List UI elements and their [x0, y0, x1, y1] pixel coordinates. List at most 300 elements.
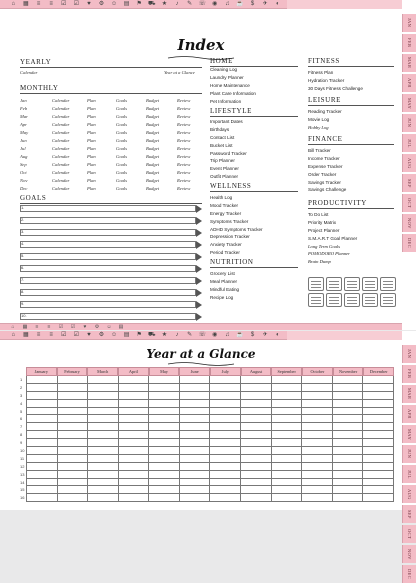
goal-row[interactable]	[20, 216, 202, 226]
day-cell[interactable]	[179, 447, 210, 455]
day-cell[interactable]	[240, 408, 271, 416]
day-cell[interactable]	[148, 486, 179, 494]
month-budget-link[interactable]: Budget	[146, 129, 160, 135]
day-cell[interactable]	[362, 471, 394, 479]
day-cell[interactable]	[179, 408, 210, 416]
tab-jul[interactable]	[402, 134, 416, 152]
month-calendar-link[interactable]: Calendar	[52, 161, 70, 167]
month-plan-link[interactable]: Plan	[87, 137, 96, 143]
pill-icon[interactable]: ◐	[275, 0, 280, 7]
month-goals-link[interactable]: Goals	[116, 177, 127, 183]
day-cell[interactable]	[209, 408, 240, 416]
day-cell[interactable]	[362, 463, 394, 471]
index-link[interactable]: Expense Tracker	[308, 163, 343, 169]
month-goals-link[interactable]: Goals	[116, 113, 127, 119]
month-review-link[interactable]: Review	[177, 97, 191, 103]
music-icon[interactable]: ♫	[225, 0, 230, 7]
checkbox-icon[interactable]: ☑	[60, 331, 67, 338]
day-cell[interactable]	[87, 392, 118, 400]
day-cell[interactable]	[179, 431, 210, 439]
day-cell[interactable]	[87, 415, 118, 423]
month-budget-link[interactable]: Budget	[146, 97, 160, 103]
day-cell[interactable]	[240, 439, 271, 447]
month-budget-link[interactable]: Budget	[146, 177, 160, 183]
day-cell[interactable]	[209, 447, 240, 455]
month-budget-link[interactable]: Budget	[146, 169, 160, 175]
index-link[interactable]: Savings Tracker	[308, 179, 341, 185]
day-cell[interactable]	[271, 415, 302, 423]
day-cell[interactable]	[87, 408, 118, 416]
index-link[interactable]: Anxiety Tracker	[210, 242, 242, 248]
day-cell[interactable]	[87, 400, 118, 408]
day-cell[interactable]	[332, 408, 363, 416]
arrow-right-icon[interactable]	[196, 301, 202, 309]
day-cell[interactable]	[209, 376, 240, 384]
index-link[interactable]: Plant Care Information	[210, 90, 256, 96]
month-budget-link[interactable]: Budget	[146, 153, 160, 159]
day-cell[interactable]	[209, 392, 240, 400]
day-cell[interactable]	[179, 471, 210, 479]
month-plan-link[interactable]: Plan	[87, 105, 96, 111]
day-cell[interactable]	[240, 447, 271, 455]
day-cell[interactable]	[332, 439, 363, 447]
list-icon[interactable]: ≡	[47, 323, 51, 330]
day-cell[interactable]	[87, 423, 118, 431]
day-cell[interactable]	[209, 400, 240, 408]
month-budget-link[interactable]: Budget	[146, 137, 160, 143]
heart-icon[interactable]: ♥	[83, 323, 87, 330]
month-review-link[interactable]: Review	[177, 153, 191, 159]
day-cell[interactable]	[118, 392, 149, 400]
index-link[interactable]: POMODORO Planner	[308, 251, 350, 257]
day-cell[interactable]	[148, 439, 179, 447]
day-cell[interactable]	[362, 376, 394, 384]
day-cell[interactable]	[87, 384, 118, 392]
list-icon[interactable]: ≡	[35, 323, 39, 330]
day-cell[interactable]	[301, 415, 332, 423]
index-link[interactable]: Outfit Planner	[210, 174, 239, 180]
month-goals-link[interactable]: Goals	[116, 153, 127, 159]
index-link[interactable]: Depression Tracker	[210, 234, 250, 240]
plane-icon[interactable]: ✈	[262, 331, 268, 338]
day-cell[interactable]	[179, 400, 210, 408]
day-cell[interactable]	[332, 486, 363, 494]
yearly-calendar-link[interactable]: Calendar	[20, 70, 38, 75]
tab-aug[interactable]	[402, 154, 416, 172]
bell-icon[interactable]: ♪	[175, 0, 179, 7]
arrow-right-icon[interactable]	[196, 253, 202, 261]
month-goals-link[interactable]: Goals	[116, 105, 127, 111]
day-cell[interactable]	[148, 408, 179, 416]
day-cell[interactable]	[148, 400, 179, 408]
day-cell[interactable]	[301, 439, 332, 447]
index-link[interactable]: Home Maintenance	[210, 82, 250, 88]
day-cell[interactable]	[148, 384, 179, 392]
day-cell[interactable]	[57, 486, 88, 494]
index-link[interactable]: Priority Matrix	[308, 219, 337, 225]
tab-oct[interactable]	[402, 194, 416, 212]
month-calendar-link[interactable]: Calendar	[52, 169, 70, 175]
day-cell[interactable]	[240, 471, 271, 479]
day-cell[interactable]	[57, 415, 88, 423]
arrow-right-icon[interactable]	[196, 289, 202, 297]
day-cell[interactable]	[179, 486, 210, 494]
index-link[interactable]: Savings Challenge	[308, 187, 347, 193]
day-cell[interactable]	[332, 392, 363, 400]
money-icon[interactable]: $	[250, 0, 255, 7]
day-cell[interactable]	[301, 400, 332, 408]
day-cell[interactable]	[209, 431, 240, 439]
day-cell[interactable]	[148, 455, 179, 463]
day-cell[interactable]	[26, 384, 57, 392]
day-cell[interactable]	[271, 463, 302, 471]
day-cell[interactable]	[26, 408, 57, 416]
index-link[interactable]: Energy Tracker	[210, 210, 242, 216]
day-cell[interactable]	[209, 415, 240, 423]
day-cell[interactable]	[362, 494, 394, 502]
month-calendar-link[interactable]: Calendar	[52, 177, 70, 183]
day-cell[interactable]	[118, 447, 149, 455]
day-cell[interactable]	[332, 423, 363, 431]
phone-icon[interactable]: ☏	[198, 331, 206, 338]
tab-may[interactable]	[402, 425, 416, 443]
day-cell[interactable]	[26, 486, 57, 494]
star-icon[interactable]: ★	[161, 331, 168, 338]
month-goals-link[interactable]: Goals	[116, 129, 127, 135]
tab-aug[interactable]	[402, 485, 416, 503]
month-calendar-link[interactable]: Calendar	[52, 105, 70, 111]
arrow-right-icon[interactable]	[196, 241, 202, 249]
month-budget-link[interactable]: Budget	[146, 121, 160, 127]
day-cell[interactable]	[118, 408, 149, 416]
month-calendar-link[interactable]: Calendar	[52, 97, 70, 103]
index-link[interactable]: Hydration Tracker	[308, 77, 345, 83]
month-calendar-link[interactable]: Calendar	[52, 129, 70, 135]
index-link[interactable]: Birthdays	[210, 126, 230, 132]
day-cell[interactable]	[362, 400, 394, 408]
day-cell[interactable]	[118, 384, 149, 392]
day-cell[interactable]	[57, 392, 88, 400]
day-cell[interactable]	[271, 376, 302, 384]
day-cell[interactable]	[301, 486, 332, 494]
month-calendar-link[interactable]: Calendar	[52, 113, 70, 119]
day-cell[interactable]	[332, 447, 363, 455]
goal-field[interactable]	[20, 253, 196, 260]
month-calendar-link[interactable]: Calendar	[52, 145, 70, 151]
day-cell[interactable]	[118, 463, 149, 471]
month-goals-link[interactable]: Goals	[116, 169, 127, 175]
tab-mar[interactable]	[402, 54, 416, 72]
day-cell[interactable]	[271, 408, 302, 416]
day-cell[interactable]	[148, 376, 179, 384]
month-plan-link[interactable]: Plan	[87, 97, 96, 103]
arrow-right-icon[interactable]	[196, 217, 202, 225]
day-cell[interactable]	[26, 463, 57, 471]
day-cell[interactable]	[332, 376, 363, 384]
day-cell[interactable]	[179, 463, 210, 471]
day-cell[interactable]	[57, 423, 88, 431]
book-icon[interactable]: ▤	[118, 323, 124, 330]
day-cell[interactable]	[209, 423, 240, 431]
goal-field[interactable]	[20, 289, 196, 296]
month-plan-link[interactable]: Plan	[87, 169, 96, 175]
day-cell[interactable]	[57, 471, 88, 479]
home-icon[interactable]: ⌂	[11, 331, 16, 338]
template-thumbnail[interactable]	[362, 293, 378, 307]
day-cell[interactable]	[271, 479, 302, 487]
month-calendar-link[interactable]: Calendar	[52, 121, 70, 127]
index-link[interactable]: Meal Planner	[210, 278, 238, 284]
day-cell[interactable]	[209, 455, 240, 463]
month-budget-link[interactable]: Budget	[146, 185, 160, 191]
index-link[interactable]: Trip Planner	[210, 158, 235, 164]
index-link[interactable]: Fitness Plan	[308, 70, 334, 75]
day-cell[interactable]	[362, 408, 394, 416]
index-link[interactable]: Password Tracker	[210, 150, 247, 156]
day-cell[interactable]	[362, 423, 394, 431]
day-cell[interactable]	[271, 431, 302, 439]
music-icon[interactable]: ♫	[225, 331, 230, 338]
index-link[interactable]: Laundry Planner	[210, 74, 244, 80]
home-icon[interactable]: ⌂	[11, 0, 16, 7]
day-cell[interactable]	[26, 479, 57, 487]
month-review-link[interactable]: Review	[177, 121, 191, 127]
calendar-icon[interactable]: ▦	[23, 0, 29, 7]
index-link[interactable]: Health Log	[210, 195, 233, 200]
tab-feb[interactable]	[402, 365, 416, 383]
day-cell[interactable]	[179, 455, 210, 463]
list-icon[interactable]: ≡	[49, 331, 53, 338]
day-cell[interactable]	[301, 479, 332, 487]
note-icon[interactable]: ✎	[187, 0, 193, 7]
index-link[interactable]: Movie Log	[308, 116, 330, 122]
index-link[interactable]: Brain Dump	[308, 259, 331, 265]
flag-icon[interactable]: ⚑	[136, 0, 142, 7]
day-cell[interactable]	[362, 486, 394, 494]
day-cell[interactable]	[179, 423, 210, 431]
tab-sep[interactable]	[402, 505, 416, 523]
tab-nov[interactable]	[402, 545, 416, 563]
index-link[interactable]: Pet Information	[210, 98, 242, 104]
day-cell[interactable]	[118, 439, 149, 447]
tab-apr[interactable]	[402, 405, 416, 423]
day-cell[interactable]	[332, 400, 363, 408]
tab-apr[interactable]	[402, 74, 416, 92]
day-cell[interactable]	[118, 486, 149, 494]
arrow-right-icon[interactable]	[196, 229, 202, 237]
calendar-icon[interactable]: ▦	[23, 331, 29, 338]
month-goals-link[interactable]: Goals	[116, 137, 127, 143]
month-goals-link[interactable]: Goals	[116, 121, 127, 127]
day-cell[interactable]	[332, 415, 363, 423]
index-link[interactable]: ADHD Symptoms Tracker	[210, 226, 263, 232]
day-cell[interactable]	[209, 479, 240, 487]
day-cell[interactable]	[301, 455, 332, 463]
star-icon[interactable]: ★	[161, 0, 168, 7]
day-cell[interactable]	[57, 463, 88, 471]
tab-oct[interactable]	[402, 525, 416, 543]
day-cell[interactable]	[179, 392, 210, 400]
cup-icon[interactable]: ☕	[236, 331, 244, 338]
template-thumbnail[interactable]	[380, 293, 396, 307]
index-link[interactable]: Important Dates	[210, 119, 243, 124]
month-review-link[interactable]: Review	[177, 185, 191, 191]
tab-nov[interactable]	[402, 214, 416, 232]
day-cell[interactable]	[240, 455, 271, 463]
day-cell[interactable]	[209, 494, 240, 502]
day-cell[interactable]	[148, 463, 179, 471]
index-link[interactable]: Event Planner	[210, 166, 239, 172]
index-link[interactable]: Hobby Log	[308, 124, 329, 130]
book-icon[interactable]: ▤	[123, 0, 130, 7]
goal-row[interactable]	[20, 204, 202, 214]
month-review-link[interactable]: Review	[177, 145, 191, 151]
day-cell[interactable]	[57, 431, 88, 439]
note-icon[interactable]: ✎	[187, 331, 193, 338]
day-cell[interactable]	[26, 423, 57, 431]
day-cell[interactable]	[26, 455, 57, 463]
day-cell[interactable]	[57, 447, 88, 455]
goal-field[interactable]	[20, 229, 196, 236]
day-cell[interactable]	[362, 384, 394, 392]
day-cell[interactable]	[209, 384, 240, 392]
day-cell[interactable]	[362, 439, 394, 447]
goal-row[interactable]	[20, 252, 202, 262]
day-cell[interactable]	[87, 447, 118, 455]
day-cell[interactable]	[148, 392, 179, 400]
index-link[interactable]: 30 Days Fitness Challenge	[308, 85, 363, 91]
day-cell[interactable]	[240, 479, 271, 487]
calendar-icon[interactable]: ▦	[22, 323, 28, 330]
index-link[interactable]: Project Planner	[308, 227, 340, 233]
day-cell[interactable]	[209, 463, 240, 471]
day-cell[interactable]	[148, 494, 179, 502]
list-icon[interactable]: ≡	[49, 0, 53, 7]
camera-icon[interactable]: ◉	[212, 331, 218, 338]
goal-field[interactable]	[20, 205, 196, 212]
day-cell[interactable]	[26, 415, 57, 423]
day-cell[interactable]	[332, 479, 363, 487]
day-cell[interactable]	[118, 400, 149, 408]
index-link[interactable]: Mood Tracker	[210, 202, 239, 208]
day-cell[interactable]	[57, 479, 88, 487]
plane-icon[interactable]: ✈	[262, 0, 268, 7]
day-cell[interactable]	[118, 423, 149, 431]
day-cell[interactable]	[271, 471, 302, 479]
goal-row[interactable]	[20, 300, 202, 310]
month-review-link[interactable]: Review	[177, 177, 191, 183]
index-link[interactable]: Period Tracker	[210, 250, 240, 256]
day-cell[interactable]	[332, 455, 363, 463]
list-icon[interactable]: ≡	[36, 331, 41, 338]
day-cell[interactable]	[179, 384, 210, 392]
day-cell[interactable]	[179, 415, 210, 423]
day-cell[interactable]	[57, 400, 88, 408]
goal-field[interactable]	[20, 241, 196, 248]
goal-field[interactable]	[20, 265, 196, 272]
template-thumbnail[interactable]	[362, 277, 378, 291]
day-cell[interactable]	[240, 415, 271, 423]
day-cell[interactable]	[148, 447, 179, 455]
month-budget-link[interactable]: Budget	[146, 145, 160, 151]
template-thumbnail[interactable]	[344, 293, 360, 307]
tab-mar[interactable]	[402, 385, 416, 403]
index-link[interactable]: Symptoms Tracker	[210, 218, 249, 224]
day-cell[interactable]	[118, 376, 149, 384]
heart-icon[interactable]: ♥	[87, 0, 91, 7]
goal-row[interactable]	[20, 240, 202, 250]
index-link[interactable]: Income Tracker	[308, 155, 340, 161]
day-cell[interactable]	[57, 376, 88, 384]
day-cell[interactable]	[57, 439, 88, 447]
day-cell[interactable]	[87, 479, 118, 487]
day-cell[interactable]	[148, 479, 179, 487]
day-cell[interactable]	[26, 494, 57, 502]
index-link[interactable]: Bill Tracker	[308, 148, 331, 153]
month-goals-link[interactable]: Goals	[116, 97, 127, 103]
cart-icon[interactable]: ⛟	[148, 331, 156, 338]
month-plan-link[interactable]: Plan	[87, 185, 96, 191]
day-cell[interactable]	[332, 471, 363, 479]
goal-row[interactable]	[20, 228, 202, 238]
day-cell[interactable]	[240, 423, 271, 431]
day-cell[interactable]	[87, 471, 118, 479]
goal-field[interactable]	[20, 217, 196, 224]
checkbox-icon[interactable]: ☑	[58, 323, 64, 330]
goal-row[interactable]	[20, 276, 202, 286]
day-cell[interactable]	[118, 415, 149, 423]
month-calendar-link[interactable]: Calendar	[52, 185, 70, 191]
day-cell[interactable]	[271, 447, 302, 455]
flag-icon[interactable]: ⚑	[136, 331, 142, 338]
gear-icon[interactable]: ⚙	[98, 331, 105, 338]
day-cell[interactable]	[57, 494, 88, 502]
tab-sep[interactable]	[402, 174, 416, 192]
month-plan-link[interactable]: Plan	[87, 113, 96, 119]
day-cell[interactable]	[209, 471, 240, 479]
day-cell[interactable]	[362, 447, 394, 455]
day-cell[interactable]	[179, 439, 210, 447]
tab-jan[interactable]	[402, 14, 416, 32]
day-cell[interactable]	[240, 384, 271, 392]
day-cell[interactable]	[362, 455, 394, 463]
day-cell[interactable]	[87, 439, 118, 447]
index-link[interactable]: Reading Tracker	[308, 109, 342, 114]
day-cell[interactable]	[87, 463, 118, 471]
month-plan-link[interactable]: Plan	[87, 177, 96, 183]
day-cell[interactable]	[26, 400, 57, 408]
goal-field[interactable]	[20, 301, 196, 308]
home-icon[interactable]: ⌂	[11, 323, 15, 330]
month-budget-link[interactable]: Budget	[146, 113, 160, 119]
day-cell[interactable]	[26, 431, 57, 439]
day-cell[interactable]	[148, 423, 179, 431]
day-cell[interactable]	[148, 415, 179, 423]
heart-icon[interactable]: ♥	[87, 331, 91, 338]
day-cell[interactable]	[26, 392, 57, 400]
day-cell[interactable]	[240, 494, 271, 502]
day-cell[interactable]	[301, 494, 332, 502]
day-cell[interactable]	[87, 486, 118, 494]
day-cell[interactable]	[332, 384, 363, 392]
tab-feb[interactable]	[402, 34, 416, 52]
day-cell[interactable]	[362, 392, 394, 400]
day-cell[interactable]	[87, 494, 118, 502]
day-cell[interactable]	[362, 431, 394, 439]
month-goals-link[interactable]: Goals	[116, 185, 127, 191]
template-thumbnail[interactable]	[326, 277, 342, 291]
list-icon[interactable]: ≡	[36, 0, 41, 7]
